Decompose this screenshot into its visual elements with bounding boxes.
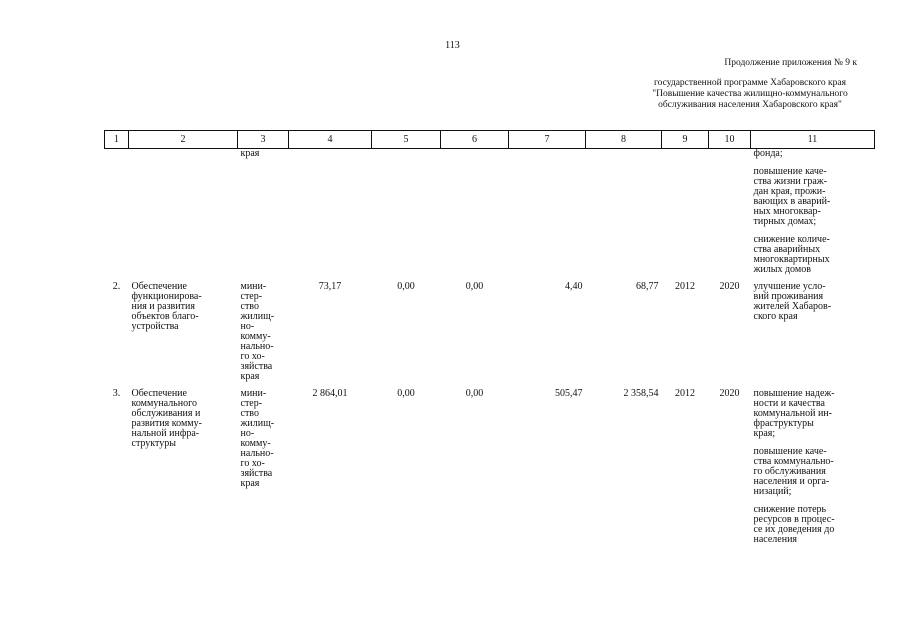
result-item: фонда; [753,148,783,159]
table-row-continuation [105,149,875,276]
end-year: 2020 [719,281,740,292]
total-funding: 73,17 [318,281,342,292]
result-item: повышение каче- ства коммунально- го обслуживания населения и орга- низаций; [753,446,834,497]
funding-col8: 2 358,54 [623,388,659,399]
result-item: улучшение усло- вий проживания жителей Хабаров- ского края [753,281,832,322]
column-header: 5 [372,131,441,149]
table-row [105,382,875,545]
result-item: повышение каче- ства жизни граж- дан края, прожи- вающих в аварий- ных многоквар- тирных домах; [753,166,831,227]
results-cell [751,275,875,382]
column-header: 4 [289,131,372,149]
table-row [105,275,875,382]
result-item: повышение надеж- ности и качества коммунальной ин- фраструктуры края; [753,388,835,439]
funding-col8: 68,77 [636,281,659,292]
column-header: 2 [129,131,238,149]
measure-name: Обеспечение функционирова- ния и развития объектов благо- устройства [131,281,202,332]
funding-col7: 4,40 [565,281,583,292]
column-header: 7 [509,131,586,149]
column-header: 3 [238,131,289,149]
program-title: государственной программе Хабаровского края "Повышение качества жилищно-коммунального обслуживания населения Хабаровского края" [652,78,848,110]
funding-col6: 0,00 [465,281,484,292]
measure-name: Обеспечение коммунального обслуживания и развития комму- нальной инфра- структуры [131,388,202,449]
result-item: снижение количе- ства аварийных многоквартирных жилых домов [753,234,830,275]
funding-col7: 505,47 [555,388,583,399]
executor-cell: мини- стер- ство жилищ- но- комму- нально- го хо- зяйства края [240,281,275,382]
column-header: 11 [751,131,875,149]
row-number: 2. [112,281,121,292]
results-cell [751,149,875,276]
executor-cell: края [240,148,260,159]
executor-cell: мини- стер- ство жилищ- но- комму- нально- го хо- зяйства края [240,388,275,489]
funding-col5: 0,00 [397,388,415,399]
column-header: 10 [709,131,751,149]
program-table [104,130,875,545]
start-year: 2012 [675,388,695,399]
start-year: 2012 [675,281,695,292]
end-year: 2020 [719,388,740,399]
page-number: 113 [445,40,460,51]
result-item: снижение потерь ресурсов в процес- се их доведения до населения [753,504,835,545]
column-header: 8 [586,131,662,149]
column-header: 6 [441,131,509,149]
funding-col5: 0,00 [397,281,415,292]
appendix-continuation-note: Продолжение приложения № 9 к [724,58,857,68]
table-header-row [105,131,875,149]
funding-col6: 0,00 [465,388,484,399]
row-number: 3. [112,388,121,399]
total-funding: 2 864,01 [312,388,348,399]
results-cell [751,382,875,545]
column-header: 1 [105,131,129,149]
column-header: 9 [662,131,709,149]
